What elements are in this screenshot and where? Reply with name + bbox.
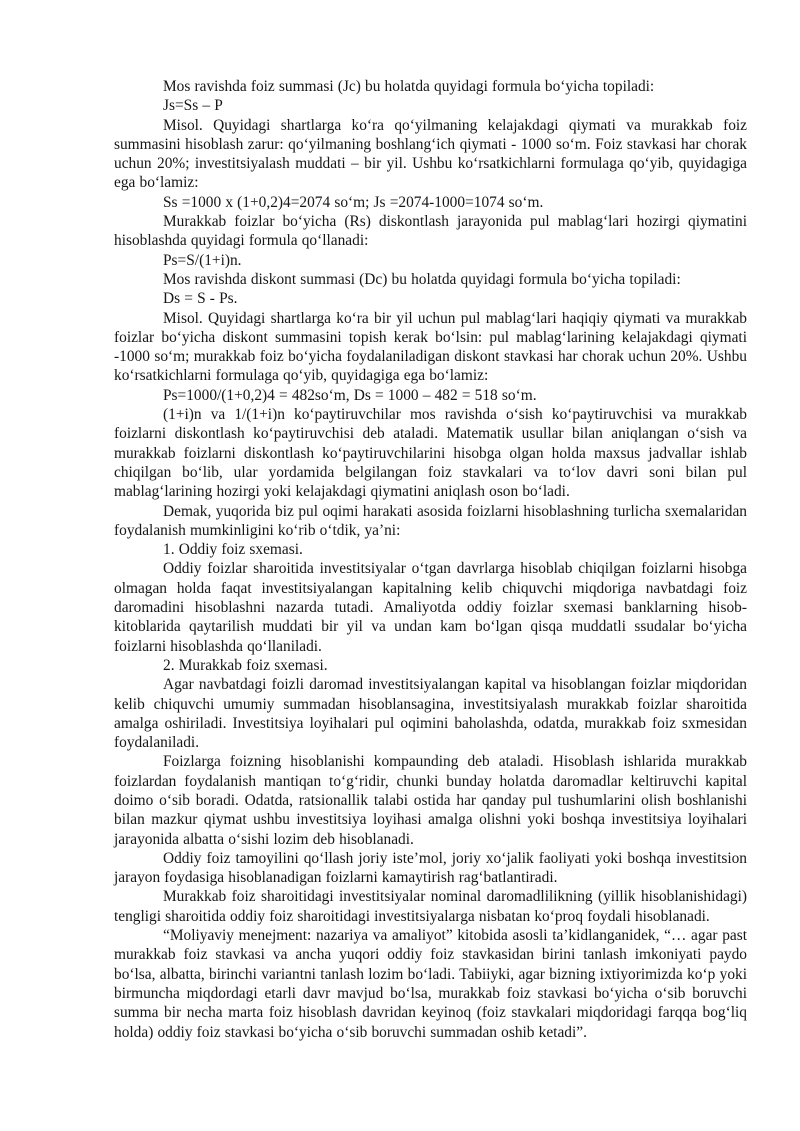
paragraph: Misol. Quyidagi shartlarga ko‘ra qo‘yilmaning kelajakdagi qiymati va murakkab foiz summasini hisoblash zarur: qo‘yilmaning boshlang‘ich qiymati - 1000 so‘m. Foiz stavkasi har chorak uchun 20%; investitsiyalash muddati – bir yil. Ushbu ko‘rsatkichlarni formulaga qo‘yib, quyidagiga ega bo‘lamiz: bbox=[114, 116, 747, 192]
text-block bbox=[114, 77, 747, 1042]
paragraph: Oddiy foizlar sharoitida investitsiyalar o‘tgan davrlarga hisoblab chiqilgan foizlarni hisobga olmagan holda faqat investitsiyalangan kapitalning kelib chiquvchi miqdoriga navbatdagi foiz daromadini hisoblashni nazarda tutadi. Amaliyotda oddiy foizlar sxemasi banklarning hisob-kitoblarida qaytarilish muddati bir yil va undan kam bo‘lgan qisqa muddatli ssudalar bo‘yicha foizlarni hisoblashda qo‘llaniladi. bbox=[114, 560, 747, 655]
formula-line: Ps=1000/(1+0,2)4 = 482so‘m, Ds = 1000 – 482 = 518 so‘m. bbox=[163, 386, 537, 404]
paragraph: Misol. Quyidagi shartlarga ko‘ra bir yil uchun pul mablag‘lari haqiqiy qiymati va murakkab foizlar bo‘yicha diskont summasini topish kerak bo‘lsin: pul mablag‘larining kelajakdagi qiymati -1000 so‘m; murakkab foiz bo‘yicha foydalaniladigan diskont stavkasi har chorak uchun 20%. Ushbu ko‘rsatkichlarni formulaga qo‘yib, quyidagiga ega bo‘lamiz: bbox=[114, 309, 747, 385]
list-heading: 1. Oddiy foiz sxemasi. bbox=[163, 541, 303, 559]
formula-line: Ps=S/(1+i)n. bbox=[163, 251, 242, 269]
paragraph: (1+i)n va 1/(1+i)n ko‘paytiruvchilar mos ravishda o‘sish ko‘paytiruvchisi va murakkab foizlarni diskontlash ko‘paytiruvchisi deb ataladi. Matematik usullar bilan aniqlangan o‘sish va murakkab foizlarni diskontlash ko‘paytiruvchilarini hisobga olgan holda maxsus jadvallar ishlab chiqilgan bo‘lib, ular yordamida belgilangan foiz stavkalari va to‘lov davri soni bilan pul mablag‘larining hozirgi yoki kelajakdagi qiymatini aniqlash oson bo‘ladi. bbox=[114, 406, 747, 501]
paragraph: Demak, yuqorida biz pul oqimi harakati asosida foizlarni hisoblashning turlicha sxemalaridan foydalanish mumkinligini ko‘rib o‘tdik, ya’ni: bbox=[114, 502, 747, 539]
paragraph: Mos ravishda diskont summasi (Dc) bu holatda quyidagi formula bo‘yicha topiladi: bbox=[163, 270, 681, 288]
paragraph: “Moliyaviy menejment: nazariya va amaliyot” kitobida asosli ta’kidlanganidek, “… agar past murakkab foiz stavkasi va ancha yuqori oddiy foiz stavkasidan birini tanlash imkoniyati paydo bo‘lsa, albatta, birinchi variantni tanlash lozim bo‘ladi. Tabiiyki, agar bizning ixtiyorimizda ko‘p yoki birmuncha miqdordagi etarli davr mavjud bo‘lsa, murakkab foiz stavkasi bo‘yicha o‘sib boruvchi summa bir necha marta foiz hisoblash davridan keyinoq (foiz stavkalari miqdoridagi farqqa bog‘liq holda) oddiy foiz stavkasi bo‘yicha o‘sib boruvchi summadan oshib ketadi”. bbox=[114, 927, 747, 1041]
paragraph: Murakkab foiz sharoitidagi investitsiyalar nominal daromadlilikning (yillik hisoblanishidagi) tengligi sharoitida oddiy foiz sharoitidagi investitsiyalarga nisbatan ko‘proq foydali hisoblanadi. bbox=[114, 888, 747, 925]
formula-line: Js=Ss – P bbox=[163, 97, 223, 115]
paragraph: Mos ravishda foiz summasi (Jc) bu holatda quyidagi formula bo‘yicha topiladi: bbox=[163, 78, 655, 95]
paragraph: Oddiy foiz tamoyilini qo‘llash joriy iste’mol, joriy xo‘jalik faoliyati yoki boshqa investitsion jarayon foydasiga hisoblanadigan foizlarni kamaytirish rag‘batlantiradi. bbox=[114, 849, 747, 887]
list-heading: 2. Murakkab foiz sxemasi. bbox=[163, 656, 328, 674]
formula-line: Ss =1000 x (1+0,2)4=2074 so‘m; Js =2074-1000=1074 so‘m. bbox=[163, 193, 544, 211]
paragraph: Foizlarga foizning hisoblanishi kompaunding deb ataladi. Hisoblash ishlarida murakkab foizlardan foydalanish mantiqan to‘g‘ridir, chunki bunday holatda daromadlar keltiruvchi kapital doimo o‘sib boradi. Odatda, ratsionallik talabi ostida har qanday pul tushumlarini olish boshlanishi bilan mazkur qiymat ushbu investitsiya loyihasi amalga olishni yoki boshqa investitsiya loyihalari jarayonida albatta o‘sishi lozim deb hisoblanadi. bbox=[114, 753, 747, 848]
formula-line: Ds = S - Ps. bbox=[163, 290, 238, 308]
paragraph: Murakkab foizlar bo‘yicha (Rs) diskontlash jarayonida pul mablag‘lari hozirgi qiymatini hisoblashda quyidagi formula qo‘llanadi: bbox=[114, 213, 747, 250]
paragraph: Agar navbatdagi foizli daromad investitsiyalangan kapital va hisoblangan foizlar miqdoridan kelib chiquvchi umumiy summadan hisoblansagina, investitsiyalash murakkab foizlar sharoitida amalga oshiriladi. Investitsiya loyihalari pul oqimini baholashda, odatda, murakkab foiz sxmesidan foydalaniladi. bbox=[114, 676, 747, 752]
